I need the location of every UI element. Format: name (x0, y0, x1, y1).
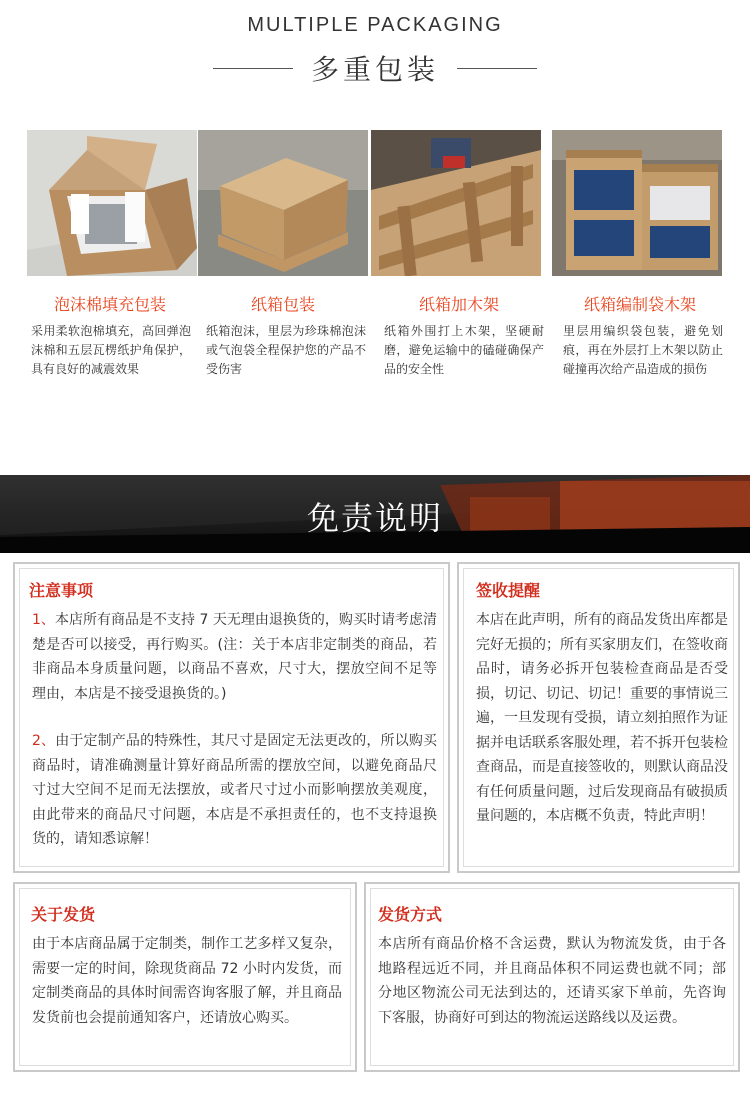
shipping-text: 由于本店商品属于定制类，制作工艺多样又复杂，需要一定的时间，除现货商品 72 小时内发货，而定制类商品的具体时间需咨询客服了解，并且商品发货前也会提前通知客户，还请放心购买。 (32, 936, 342, 1026)
packaging-item-title: 纸箱编制袋木架 (583, 295, 696, 314)
shipping-box (13, 882, 357, 1072)
photo-woven-bag-packaging (552, 130, 722, 276)
packaging-item-title: 纸箱包装 (250, 295, 315, 314)
packaging-item-desc: 里层用编织袋包装，避免划痕，再在外层打上木架以防止碰撞再次给产品造成的损伤 (563, 324, 723, 376)
packaging-title-en: MULTIPLE PACKAGING (247, 14, 503, 36)
photo-wood-frame-packaging (371, 130, 541, 276)
packaging-item-title: 纸箱加木架 (418, 295, 499, 314)
notice-paragraph-2 (32, 729, 437, 852)
shipping-method-box (364, 882, 740, 1072)
packaging-item-title: 泡沫棉填充包装 (53, 295, 166, 314)
shipping-method-title: 发货方式 (378, 905, 443, 924)
photo-foam-packaging (27, 130, 197, 276)
packaging-item-desc: 纸箱外围打上木架，坚硬耐磨，避免运输中的磕碰确保产品的安全性 (384, 324, 544, 376)
notice-box (13, 562, 450, 873)
notice-number-1: 1、 (32, 612, 55, 628)
notice-text-2: 由于定制产品的特殊性，其尺寸是固定无法更改的，所以购买商品时，请准确测量计算好商品所需的摆放空间，以避免商品尺寸过大空间不足而无法摆放，或者尺寸过小而影响摆放美观度，由此带来的商品尺寸问题，本店是不承担责任的，也不支持退换货的，请知悉谅解！ (32, 733, 437, 847)
packaging-title-cn: 多重包装 (310, 53, 439, 86)
disclaimer-banner (0, 475, 750, 553)
receipt-title: 签收提醒 (476, 581, 541, 600)
disclaimer-title: 免责说明 (306, 499, 443, 537)
shipping-title: 关于发货 (31, 905, 96, 924)
title-divider-right (457, 68, 537, 69)
shipping-method-text: 本店所有商品价格不含运费，默认为物流发货，由于各地路程远近不同，并且商品体积不同运费也就不同；部分地区物流公司无法到达的，还请买家下单前，先咨询下客服，协商好可到达的物流运送路线以及运费。 (378, 936, 726, 1026)
receipt-box (457, 562, 740, 873)
packaging-item-desc: 纸箱泡沫，里层为珍珠棉泡沫或气泡袋全程保护您的产品不受伤害 (206, 324, 366, 376)
notice-number-2: 2、 (32, 733, 56, 749)
notice-text-1: 本店所有商品是不支持 7 天无理由退换货的，购买时请考虑清楚是否可以接受，再行购买。(注：关于本店非定制类的商品，若非商品本身质量问题，以商品不喜欢，尺寸大，摆放空间不足等理由，本店是不接受退换货的。) (32, 612, 437, 702)
notice-paragraph-1 (32, 608, 437, 706)
packaging-item-desc: 采用柔软泡棉填充，高回弹泡沫棉和五层瓦楞纸护角保护，具有良好的减震效果 (31, 324, 191, 376)
receipt-text: 本店在此声明，所有的商品发货出库都是完好无损的；所有买家朋友们，在签收商品时，请务必拆开包装检查商品是否受损，切记、切记、切记！重要的事情说三遍，一旦发现有受损，请立刻拍照作为证据并电话联系客服处理，若不拆开包装检查商品，而是直接签收的，则默认商品没有任何质量问题，过后发现商品有破损质量问题的，本店概不负责，特此声明！ (476, 612, 728, 824)
photo-carton-packaging (198, 130, 368, 276)
packaging-title-row (0, 48, 750, 88)
notice-title: 注意事项 (29, 581, 94, 600)
